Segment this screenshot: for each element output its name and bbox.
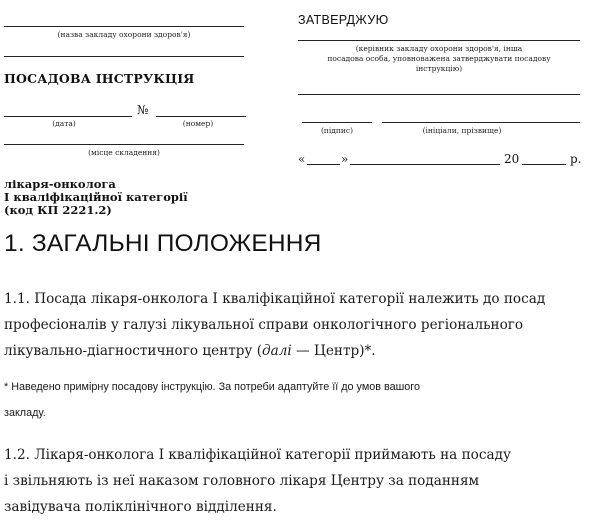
p1-line-3: [4, 338, 594, 364]
approval-head-caption-line-3: інструкцію): [415, 64, 463, 73]
section-heading: 1. ЗАГАЛЬНІ ПОЛОЖЕННЯ: [4, 230, 322, 257]
p1-line-1: 1.1. Посада лікаря-онколога I кваліфікаційної категорії належить до посад: [4, 291, 546, 307]
position-line-2: I кваліфікаційної категорії: [4, 190, 188, 204]
doc-type-title: ПОСАДОВА ІНСТРУКЦІЯ: [4, 71, 195, 86]
year-line: [522, 164, 566, 165]
p1-line-2: професіоналів у галузі лікувальної справи онкологічного регіонального: [4, 317, 524, 333]
signature-caption: (підпис): [320, 126, 354, 135]
p1-line-3-b: — Центр)*.: [291, 343, 376, 359]
place-line: [4, 144, 244, 145]
institution-line-2: [4, 56, 244, 57]
approval-title: ЗАТВЕРДЖУЮ: [298, 13, 389, 27]
p2-line-2: і звільняють із неї наказом головного лікаря Центру за поданням: [4, 473, 480, 489]
approval-date-row: [298, 150, 582, 168]
year-suffix: р.: [570, 152, 582, 166]
date-caption: (дата): [52, 119, 76, 128]
initials-caption: (ініціали, прізвище): [422, 126, 502, 135]
approval-extra-line: [298, 94, 580, 95]
p2-line-3: завідувача поліклінічного відділення.: [4, 499, 277, 515]
number-caption: (номер): [182, 119, 214, 128]
number-sign: №: [137, 103, 149, 117]
footnote-line-1: * Наведено примірну посадову інструкцію. За потреби адаптуйте її до умов вашого: [4, 381, 420, 393]
paragraph-1-1: [4, 286, 594, 364]
month-line: [350, 164, 500, 165]
date-open-quote: «: [298, 152, 306, 166]
year-prefix: 20: [504, 152, 520, 166]
footnote-line-2: закладу.: [4, 407, 46, 419]
position-line-3: (код КП 2221.2): [4, 203, 112, 217]
position-line-1: лікаря-онколога: [4, 177, 116, 191]
date-close-quote: »: [341, 152, 349, 166]
p1-line-3-a: лікувально-діагностичного центру (: [4, 343, 263, 359]
institution-caption: (назва закладу охорони здоров'я): [57, 30, 191, 39]
position-title: [4, 178, 188, 217]
p2-line-1: 1.2. Лікаря-онколога I кваліфікаційної категорії приймають на посаду: [4, 447, 511, 463]
date-line: [4, 116, 132, 117]
p1-line-3-italic: далі: [262, 343, 292, 359]
initials-line: [382, 122, 580, 123]
signature-line: [302, 122, 372, 123]
approval-head-line: [298, 40, 580, 41]
paragraph-1-2: [4, 442, 594, 520]
approval-head-caption: [298, 44, 580, 74]
number-line: [156, 116, 246, 117]
day-line: [307, 164, 340, 165]
approval-head-caption-line-1: (керівник закладу охорони здоров'я, інша: [355, 44, 523, 53]
footnote: [4, 374, 594, 426]
approval-head-caption-line-2: посадова особа, уповноважена затверджувати посадову: [327, 54, 551, 63]
place-caption: (місце складення): [88, 148, 160, 157]
institution-line: [4, 26, 244, 27]
